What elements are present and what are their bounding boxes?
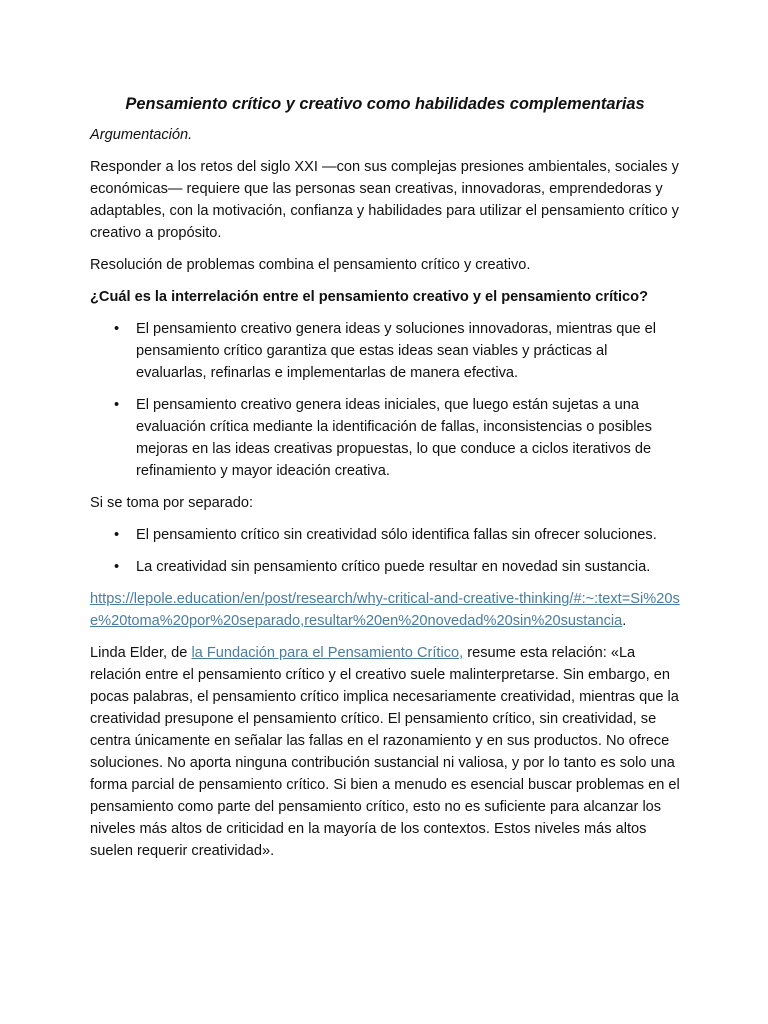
list-item-text: El pensamiento creativo genera ideas iniciales, que luego están sujetas a una evaluación crítica mediante la identificación de fallas, inconsistencias o posibles mejoras en las ideas creativas propuestas, lo que conduce a ciclos iterativos de refinamiento y mayor ideación creativa. — [136, 397, 652, 479]
list-item-text: La creatividad sin pensamiento crítico puede resultar en novedad sin sustancia. — [136, 559, 651, 575]
document-subtitle: Argumentación. — [90, 127, 193, 143]
question-heading: ¿Cuál es la interrelación entre el pensamiento creativo y el pensamiento crítico? — [90, 289, 648, 305]
separate-list — [90, 524, 680, 578]
source-link[interactable]: https://lepole.education/en/post/research/why-critical-and-creative-thinking/#:~:text=Si%20se%20toma%20por%20separado,resultar%20en%20novedad%20sin%20sustancia — [90, 591, 680, 629]
interrelation-list — [90, 318, 680, 482]
document-page — [90, 92, 680, 872]
list-item-text: El pensamiento creativo genera ideas y soluciones innovadoras, mientras que el pensamiento crítico garantiza que estas ideas sean viables y prácticas al evaluarlas, refinarlas e implementarlas de manera efectiva. — [136, 321, 657, 381]
list-item — [90, 394, 680, 482]
document-title: Pensamiento crítico y creativo como habilidades complementarias — [125, 95, 645, 113]
elder-quote: resume esta relación: «La relación entre el pensamiento crítico y el creativo suele malinterpretarse. Sin embargo, en pocas palabras, el pensamiento crítico implica necesariamente creatividad, mientras que la creatividad presupone el pensamiento crítico. El pensamiento crítico, sin creatividad, se centra únicamente en señalar las fallas en el razonamiento y en sus productos. No ofrece soluciones. No aporta ninguna contribución sustancial ni valiosa, y por lo tanto es solo una forma parcial de pensamiento crítico. Si bien a menudo es esencial buscar problemas en el pensamiento como parte del pensamiento crítico, esto no es suficiente para alcanzar los niveles más altos de criticidad en la mayoría de los contextos. Estos niveles más altos suelen requerir creatividad». — [90, 645, 680, 859]
list-item — [90, 318, 680, 384]
bullet-icon: • — [114, 559, 120, 575]
bullet-icon: • — [114, 397, 120, 413]
bullet-icon: • — [114, 527, 120, 543]
intro-paragraph: Responder a los retos del siglo XXI —con sus complejas presiones ambientales, sociales y económicas— requiere que las personas sean creativas, innovadoras, emprendedoras y adaptables, con la motivación, confianza y habilidades para utilizar el pensamiento crítico y creativo a propósito. — [90, 159, 679, 241]
list-item — [90, 524, 680, 546]
elder-paragraph — [90, 642, 680, 862]
separate-intro: Si se toma por separado: — [90, 495, 254, 511]
resolution-paragraph: Resolución de problemas combina el pensamiento crítico y creativo. — [90, 257, 531, 273]
list-item — [90, 556, 680, 578]
source-paragraph — [90, 588, 680, 632]
foundation-link[interactable]: la Fundación para el Pensamiento Crítico, — [191, 645, 464, 661]
source-link-suffix: . — [622, 613, 627, 629]
bullet-icon: • — [114, 321, 120, 337]
list-item-text: El pensamiento crítico sin creatividad sólo identifica fallas sin ofrecer soluciones. — [136, 527, 657, 543]
elder-prefix: Linda Elder, de — [90, 645, 192, 661]
